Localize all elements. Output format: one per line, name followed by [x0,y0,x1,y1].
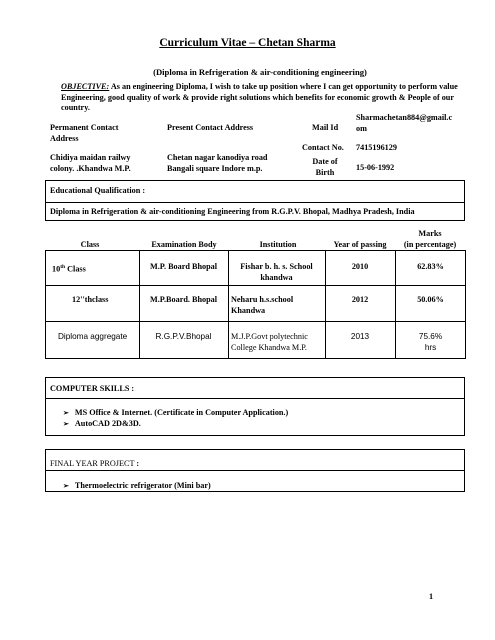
subtitle: (Diploma in Refrigeration & air-conditioning engineering) [153,67,367,77]
objective-paragraph [61,82,473,114]
computer-skills-heading: COMPUTER SKILLS : [50,384,135,393]
table-cell-marks: 62.83% [417,262,444,271]
col-header-body: Examination Body [151,240,217,249]
bullet-arrow-icon: ➢ [63,409,69,417]
table-cell-marks: 50.06% [417,295,444,304]
table-row-divider [45,321,466,322]
table-cell-class: 10th Class [52,264,86,274]
table-cell-class: 12''thclass [72,295,109,304]
project-divider [45,470,465,471]
table-cell-body: M.P.Board. Bhopal [149,295,218,304]
page-number: 1 [429,592,434,601]
table-cell-class: Diploma aggregate [58,332,128,341]
col-header-marks: Marks (in percentage) [403,229,457,249]
mail-value: Sharmachetan884@gmail.c om [356,113,453,133]
table-cell-body: R.G.P.V.Bhopal [155,332,212,341]
table-cell-institution: Fishar b. h. s. School khandwa [240,262,313,282]
bullet-arrow-icon: ➢ [63,420,69,428]
table-cell-body: M.P. Board Bhopal [149,262,218,271]
present-address-value: Chetan nagar kanodiya road Bangali square Indore m.p. [167,153,268,173]
objective-label: OBJECTIVE: [61,82,110,91]
table-row-divider [45,285,466,286]
table-cell-institution: Neharu h.s.school Khandwa [231,295,294,315]
contact-no-label: Contact No. [302,143,344,152]
list-item: ➢ Thermoelectric refrigerator (Mini bar) [63,481,211,490]
objective-text: As an engineering Diploma, I wish to take up position where I can get opportunity to perform value Engineering, good quality of work & provide right solutions which benefits for economic growth & People of our country. [61,82,458,112]
table-cell-year: 2012 [351,295,369,304]
mail-label: Mail Id [312,123,339,132]
page-title: Curriculum Vitae – Chetan Sharma [159,37,336,49]
present-address-label: Present Contact Address [167,123,254,132]
list-item: ➢ MS Office & Internet. (Certificate in Computer Application.) [63,408,289,417]
permanent-address-label: Permanent Contact Address [50,123,119,143]
table-cell-year: 2013 [350,332,370,341]
table-cell-marks: 75.6% hrs [418,332,443,352]
education-summary: Diploma in Refrigeration & air-conditioning Engineering from R.G.P.V. Bhopal, Madhya Pradesh, India [50,207,415,216]
table-cell-year: 2010 [351,262,369,271]
dob-label: Date of Birth [312,157,338,177]
education-divider [45,202,465,203]
col-header-institution: Institution [259,240,297,249]
table-cell-institution: M.J.P.Govt polytechnic College Khandwa M.P. [231,332,308,352]
dob-value: 15-06-1992 [356,163,395,172]
education-heading: Educational Qualification : [50,186,146,195]
computer-skills-divider [45,398,465,399]
list-item: ➢ AutoCAD 2D&3D. [63,419,141,428]
col-header-year: Year of passing [333,240,387,249]
bullet-arrow-icon: ➢ [63,482,69,490]
col-header-class: Class [80,240,100,249]
permanent-address-value: Chidiya maidan railwy colony. .Khandwa M.P. [50,153,131,173]
project-heading: FINAL YEAR PROJECT : [50,459,140,468]
contact-no-value: 7415196129 [356,143,397,152]
